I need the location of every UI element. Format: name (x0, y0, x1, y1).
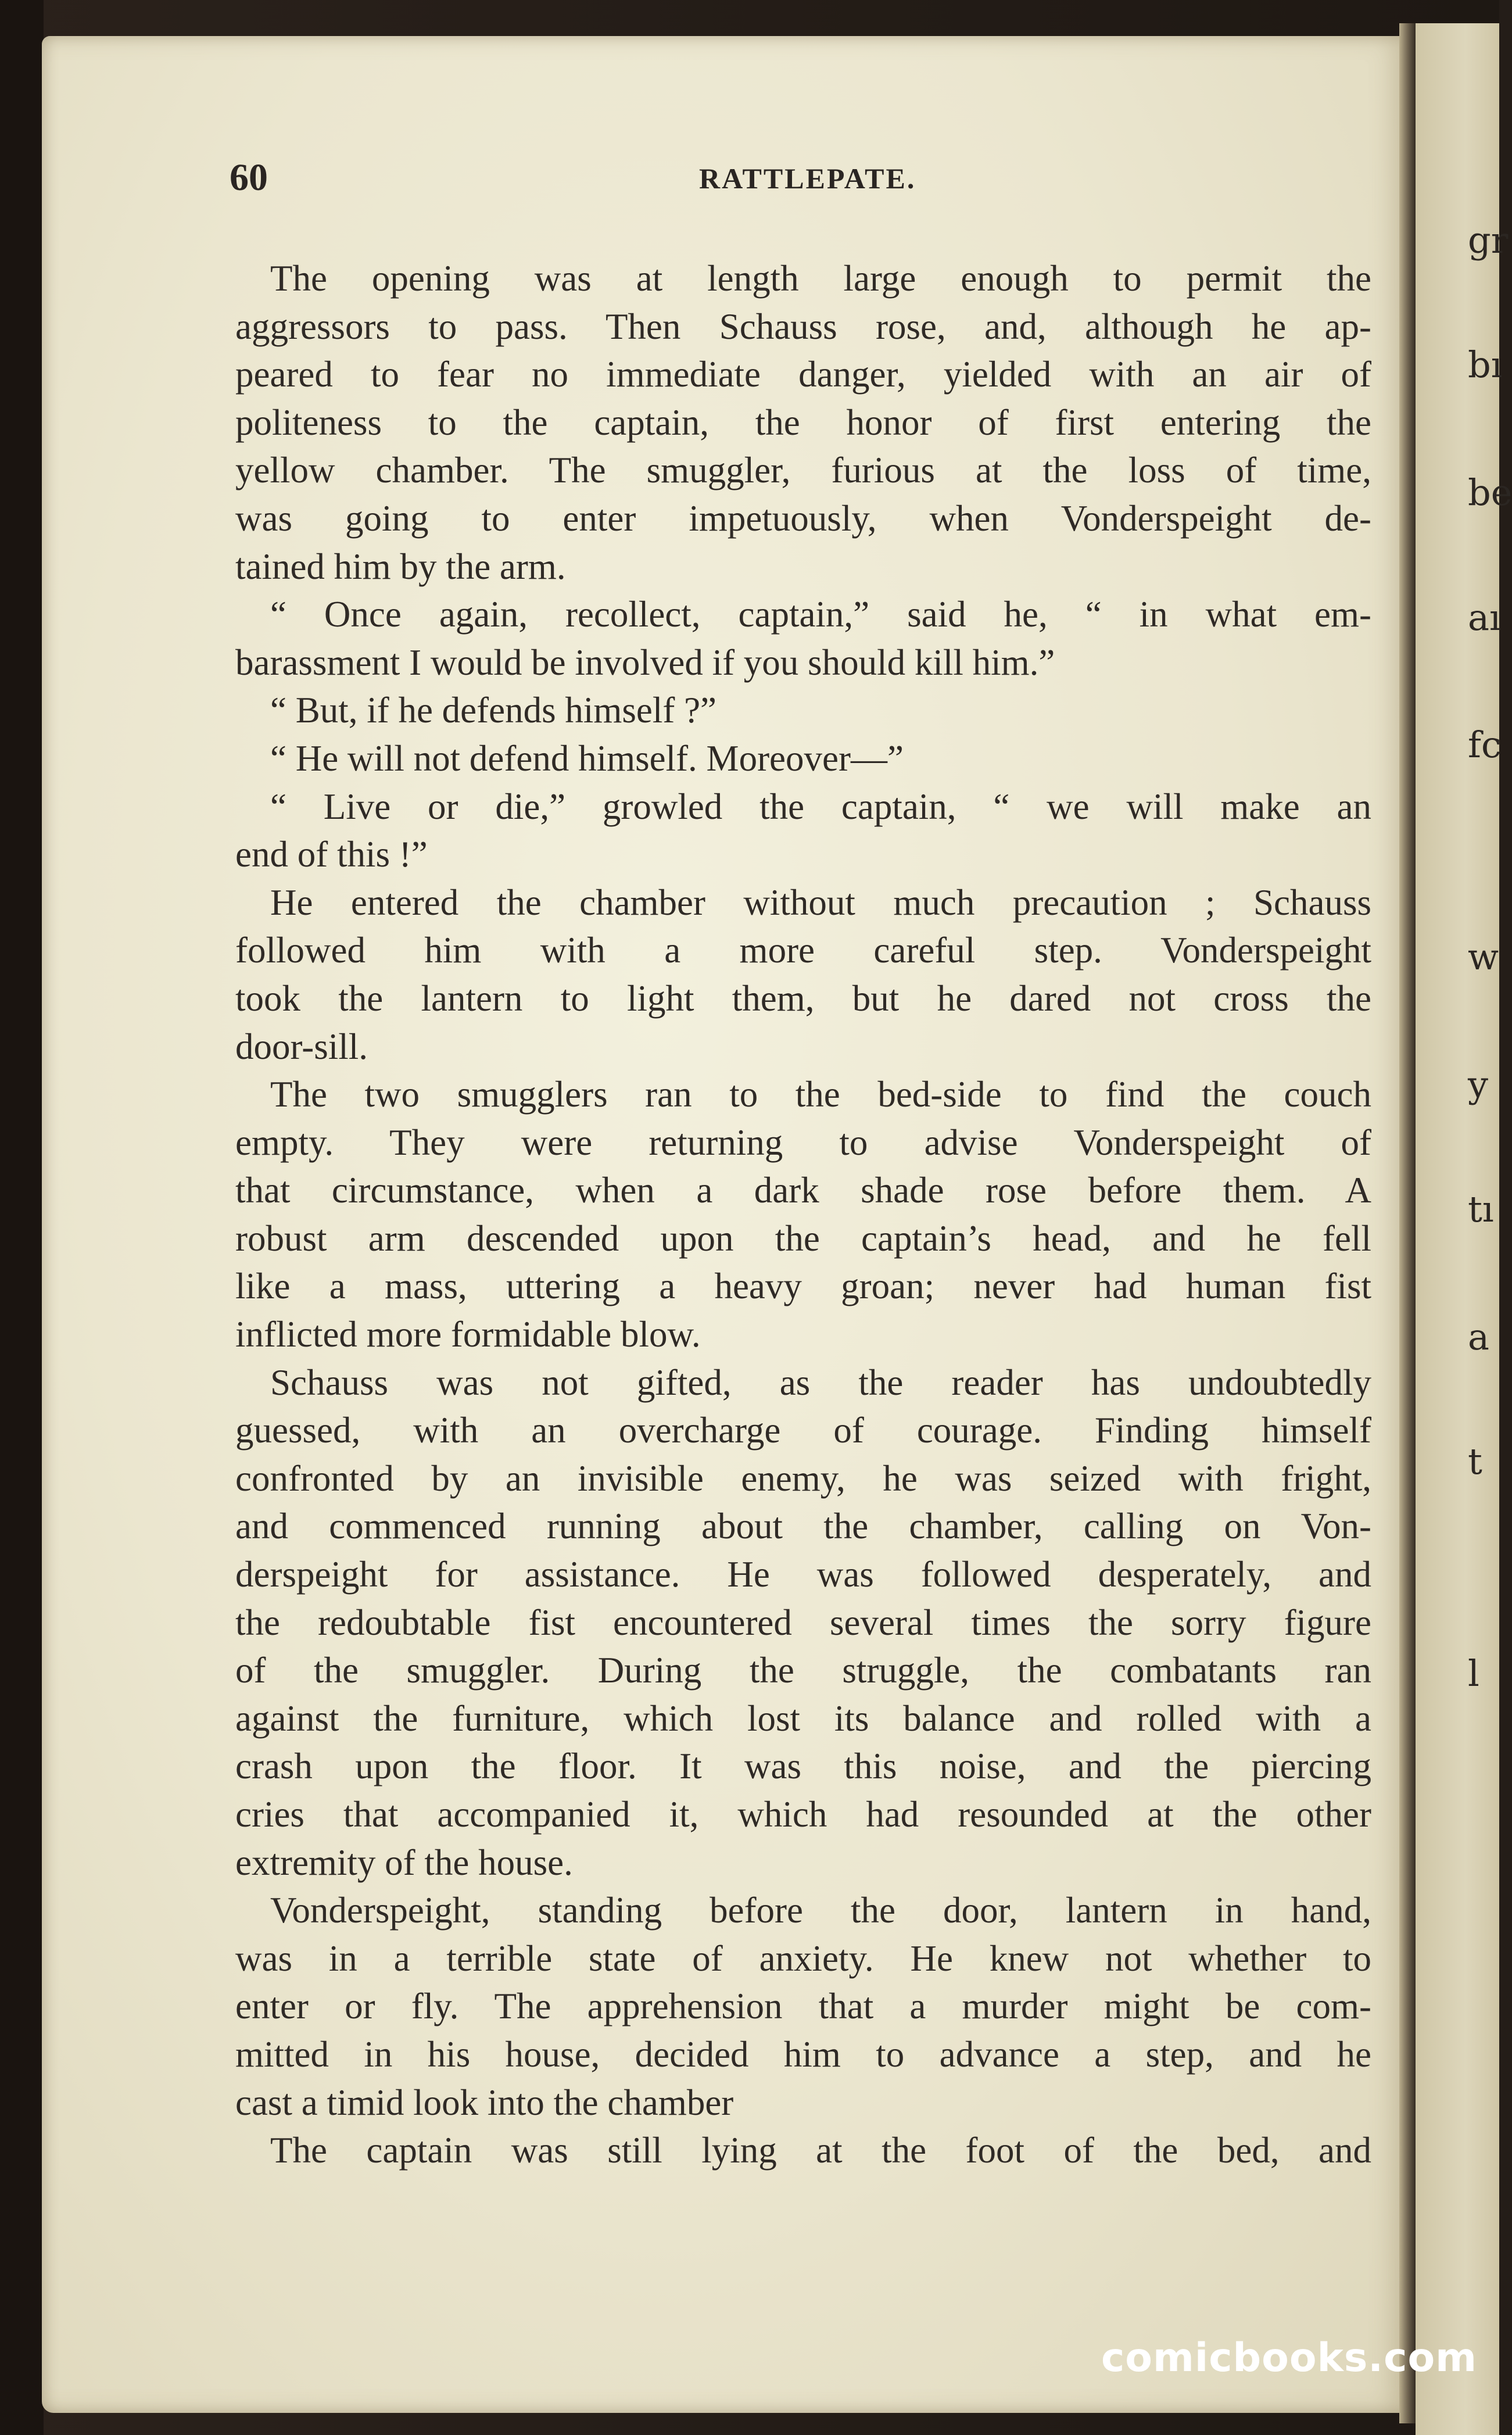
scan-left-edge (0, 0, 44, 2435)
text-line: robust arm descended upon the captain’s head, and he fell (235, 1218, 1371, 1259)
text-line: The opening was at length large enough to permit the (270, 258, 1371, 299)
text-line: was going to enter impetuously, when Vonderspeight de- (235, 497, 1371, 539)
text-line: enter or fly. The apprehension that a murder might be com- (235, 1986, 1371, 2027)
text-line: was in a terrible state of anxiety. He knew not whether to (235, 1938, 1371, 1979)
text-line: cries that accompanied it, which had resounded at the other (235, 1794, 1371, 1835)
facing-page-fragment: t (1468, 1440, 1482, 1483)
text-line: crash upon the floor. It was this noise, and the piercing (235, 1746, 1371, 1787)
facing-page-fragment: gr (1468, 219, 1509, 262)
text-line: cast a timid look into the chamber (235, 2082, 734, 2123)
text-line: confronted by an invisible enemy, he was seized with fright, (235, 1458, 1371, 1499)
text-line: The two smugglers ran to the bed-side to find the couch (270, 1074, 1371, 1115)
text-line: against the furniture, which lost its balance and rolled with a (235, 1698, 1371, 1739)
watermark: comicbooks.com (1101, 2335, 1478, 2381)
text-line: Schauss was not gifted, as the reader has undoubtedly (270, 1362, 1371, 1403)
text-line: guessed, with an overcharge of courage. Finding himself (235, 1410, 1371, 1451)
text-line: He entered the chamber without much precaution ; Schauss (270, 882, 1371, 923)
text-line: mitted in his house, decided him to advance a step, and he (235, 2033, 1371, 2075)
text-line: derspeight for assistance. He was followed desperately, and (235, 1554, 1371, 1595)
facing-page-fragment: fc (1468, 724, 1502, 767)
book-gutter (1399, 23, 1417, 2423)
text-line: that circumstance, when a dark shade rose before them. A (235, 1170, 1371, 1211)
facing-page-fragment: tı (1468, 1188, 1494, 1230)
facing-page-fragment: w (1468, 935, 1499, 978)
text-line: followed him with a more careful step. Vonderspeight (235, 930, 1371, 971)
text-line: “ But, if he defends himself ?” (270, 690, 716, 731)
text-line: end of this !” (235, 834, 428, 875)
text-line: like a mass, uttering a heavy groan; never had human fist (235, 1266, 1371, 1307)
text-line: barassment I would be involved if you should kill him.” (235, 642, 1055, 683)
text-line: of the smuggler. During the struggle, the combatants ran (235, 1650, 1371, 1691)
text-line: peared to fear no immediate danger, yielded with an air of (235, 354, 1371, 395)
text-line: “ Live or die,” growled the captain, “ we will make an (270, 786, 1371, 827)
facing-page-fragment: a (1468, 1315, 1489, 1358)
text-line: extremity of the house. (235, 1842, 573, 1883)
text-line: aggressors to pass. Then Schauss rose, and, although he ap- (235, 306, 1371, 347)
page-number: 60 (230, 156, 268, 199)
text-line: “ Once again, recollect, captain,” said he, “ in what em- (270, 594, 1371, 635)
text-line: and commenced running about the chamber, calling on Von- (235, 1506, 1371, 1547)
text-line: politeness to the captain, the honor of first entering the (235, 402, 1371, 443)
text-line: Vonderspeight, standing before the door, lantern in hand, (270, 1890, 1371, 1931)
text-line: The captain was still lying at the foot of the bed, and (270, 2130, 1371, 2171)
text-line: yellow chamber. The smuggler, furious at the loss of time, (235, 450, 1371, 491)
facing-page-fragment: aı (1468, 596, 1501, 639)
text-line: tained him by the arm. (235, 546, 566, 587)
page-header (230, 156, 1374, 208)
facing-page-fragment: y (1468, 1063, 1489, 1106)
facing-page-edge (1416, 23, 1512, 2435)
text-line: the redoubtable fist encountered several times the sorry figure (235, 1602, 1371, 1643)
text-line: “ He will not defend himself. Moreover—” (270, 737, 904, 779)
text-line: empty. They were returning to advise Vonderspeight of (235, 1122, 1371, 1163)
running-title: RATTLEPATE. (699, 162, 916, 195)
body-text (235, 255, 1371, 2175)
facing-page-fragment: l (1468, 1652, 1479, 1695)
facing-page-fragment: be (1468, 471, 1512, 514)
text-line: door-sill. (235, 1026, 368, 1067)
facing-page-fragment: bı (1468, 343, 1503, 386)
text-line: took the lantern to light them, but he dared not cross the (235, 977, 1371, 1019)
text-line: inflicted more formidable blow. (235, 1314, 701, 1355)
